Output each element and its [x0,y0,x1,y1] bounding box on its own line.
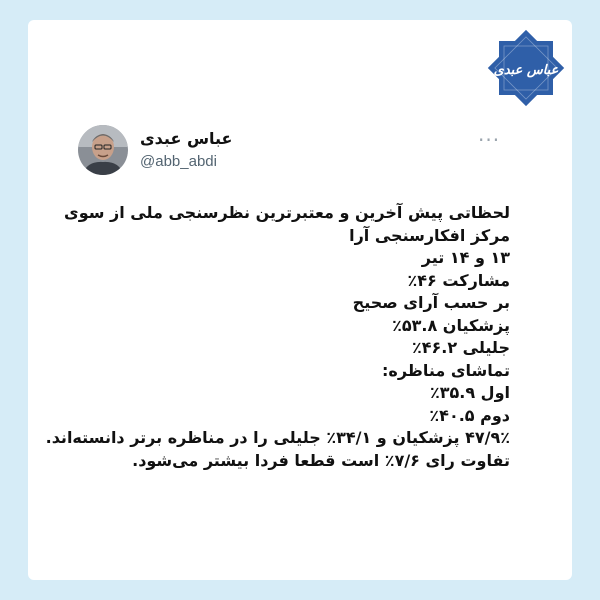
brand-logo [486,28,566,108]
tweet-line: دوم ۴۰.۵٪ [429,405,510,425]
avatar[interactable] [78,125,128,175]
tweet-text [40,202,510,472]
tweet-line: پزشکیان ۵۳.۸٪ [392,315,510,335]
tweet-line: لحظاتی پیش آخرین و معتبرترین نظرسنجی ملی از سوی مرکز افکارسنجی آرا [64,203,510,245]
tweet-line: ۱۳ و ۱۴ تیر [421,248,510,267]
logo-star-icon [486,28,566,108]
tweet-line: تماشای مناظره: [381,360,510,380]
tweet-line: مشارکت ۴۶٪ [407,270,510,290]
tweet-line: جلیلی ۴۶.۲٪ [411,338,510,357]
profile-photo-icon [78,125,128,175]
tweet-line: اول ۳۵.۹٪ [429,383,510,402]
tweet-header [78,125,488,181]
logo-text: عباس عبدی [493,63,559,78]
tweet-line: بر حسب آرای صحیح [352,293,510,312]
more-options-icon[interactable]: ··· [478,128,501,152]
author-name[interactable]: عباس عبدی [140,129,233,148]
author-block [140,129,232,173]
author-handle[interactable]: @abb_abdi [140,153,217,170]
tweet-line: تفاوت رای ۷/۶٪ است قطعا فردا بیشتر می‌شود. [132,450,510,470]
tweet-line: ۴۷/۹٪ پزشکیان و ۳۴/۱٪ جلیلی را در مناظره برتر دانسته‌اند. [45,428,510,447]
